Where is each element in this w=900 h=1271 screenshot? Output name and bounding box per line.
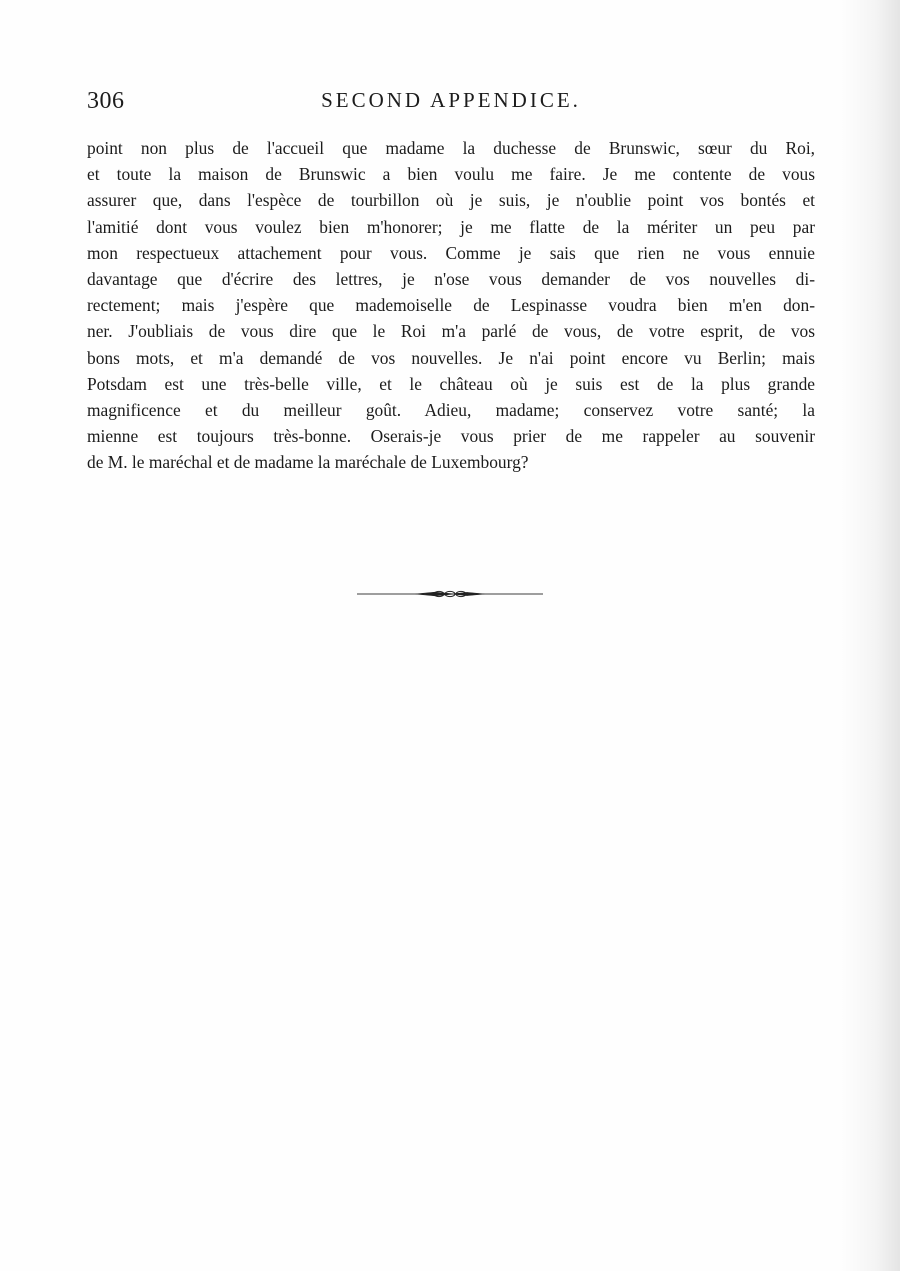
fleuron-rule-icon (355, 587, 545, 601)
text-line: mon respectueux attachement pour vous. Comme je sais que rien ne vous ennuie (87, 242, 815, 263)
text-line: davantage que d'écrire des lettres, je n'ose vous demander de vos nouvelles di- (87, 269, 815, 290)
text-line: mienne est toujours très-bonne. Oserais-je vous prier de me rappeler au souvenir (87, 426, 815, 447)
text-line: et toute la maison de Brunswic a bien voulu me faire. Je me contente de vous (87, 164, 815, 185)
letter-text (87, 135, 815, 476)
text-line: l'amitié dont vous voulez bien m'honorer; je me flatte de la mériter un peu par (87, 216, 815, 237)
text-line: magnificence et du meilleur goût. Adieu, madame; conservez votre santé; la (87, 400, 815, 421)
page-number: 306 (87, 88, 125, 114)
text-line: ner. J'oubliais de vous dire que le Roi m'a parlé de vous, de votre esprit, de vos (87, 321, 815, 342)
text-line: Potsdam est une très-belle ville, et le château où je suis est de la plus grande (87, 373, 815, 394)
text-line: bons mots, et m'a demandé de vos nouvelles. Je n'ai point encore vu Berlin; mais (87, 347, 815, 368)
running-title: SECOND APPENDICE. (321, 88, 581, 112)
text-line: point non plus de l'accueil que madame la duchesse de Brunswic, sœur du Roi, (87, 138, 815, 158)
text-line: rectement; mais j'espère que mademoiselle de Lespinasse voudra bien m'en don- (87, 295, 815, 316)
page-edge-shadow (840, 0, 900, 1271)
text-line: de M. le maréchal et de madame la maréchale de Luxembourg? (87, 452, 529, 473)
page-header (87, 88, 815, 118)
text-line: assurer que, dans l'espèce de tourbillon où je suis, je n'oublie point vos bontés et (87, 190, 815, 211)
